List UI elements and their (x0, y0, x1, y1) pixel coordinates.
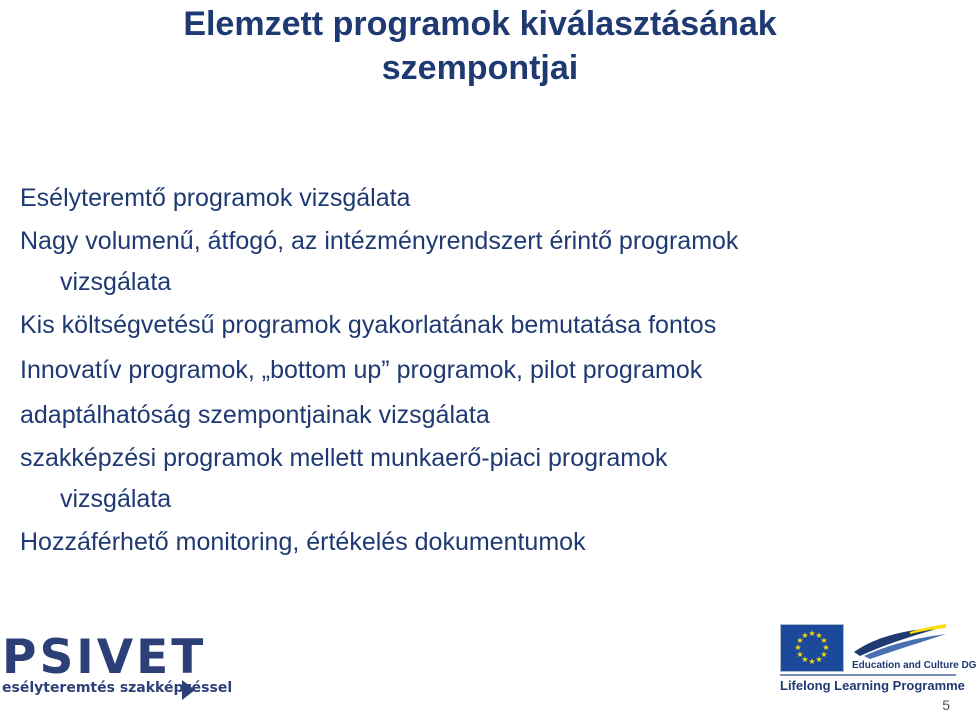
play-arrow-icon (182, 680, 195, 700)
education-culture-label: Education and Culture DG (852, 660, 976, 671)
svg-text:★: ★ (820, 650, 828, 659)
bullet-2 (20, 221, 950, 303)
svg-text:★: ★ (796, 636, 804, 645)
bullet-2-text: Nagy volumenű, átfogó, az intézményrendszert érintő programok (20, 227, 739, 255)
page-number: 5 (942, 697, 950, 713)
title-line-2: szempontjai (381, 49, 579, 87)
svg-text:★: ★ (822, 643, 830, 652)
title-line-1: Elemzett programok kiválasztásának (183, 5, 777, 43)
svg-text:★: ★ (808, 657, 816, 666)
bullet-5 (20, 393, 950, 438)
svg-text:★: ★ (808, 629, 816, 638)
eu-stars-icon (781, 625, 843, 671)
slide-title (0, 2, 960, 90)
psivet-tagline: esélyteremtés szakképzéssel (2, 680, 233, 696)
svg-text:★: ★ (801, 655, 809, 664)
bullet-3 (20, 303, 950, 348)
bullet-2-continuation: vizsgálata (60, 268, 172, 296)
bullet-7 (20, 520, 950, 565)
bullet-4 (20, 348, 950, 393)
bullet-5-text: adaptálhatóság szempontjainak vizsgálata (20, 401, 490, 429)
svg-text:★: ★ (794, 643, 802, 652)
bullet-list (20, 176, 950, 565)
bullet-6-text: szakképzési programok mellett munkaerő-piaci programok (20, 444, 668, 472)
svg-text:★: ★ (801, 631, 809, 640)
svg-text:★: ★ (815, 655, 823, 664)
education-culture-swoosh-icon (850, 622, 950, 660)
bullet-6 (20, 438, 950, 520)
eu-flag-icon (780, 624, 844, 672)
bullet-4-text: Innovatív programok, „bottom up” programok, pilot programok (20, 356, 703, 384)
bullet-7-text: Hozzáférhető monitoring, értékelés dokumentumok (20, 528, 586, 556)
bullet-1-text: Esélyteremtő programok vizsgálata (20, 184, 411, 212)
psivet-logo (0, 630, 233, 700)
bullet-3-text: Kis költségvetésű programok gyakorlatának bemutatása fontos (20, 311, 717, 339)
lifelong-learning-label: Lifelong Learning Programme (780, 678, 965, 693)
bullet-6-continuation: vizsgálata (60, 485, 172, 513)
bullet-1 (20, 176, 950, 221)
svg-text:★: ★ (820, 636, 828, 645)
psivet-wordmark: PSIVET (2, 630, 207, 685)
svg-text:★: ★ (815, 631, 823, 640)
svg-text:★: ★ (796, 650, 804, 659)
llp-divider (780, 674, 956, 676)
